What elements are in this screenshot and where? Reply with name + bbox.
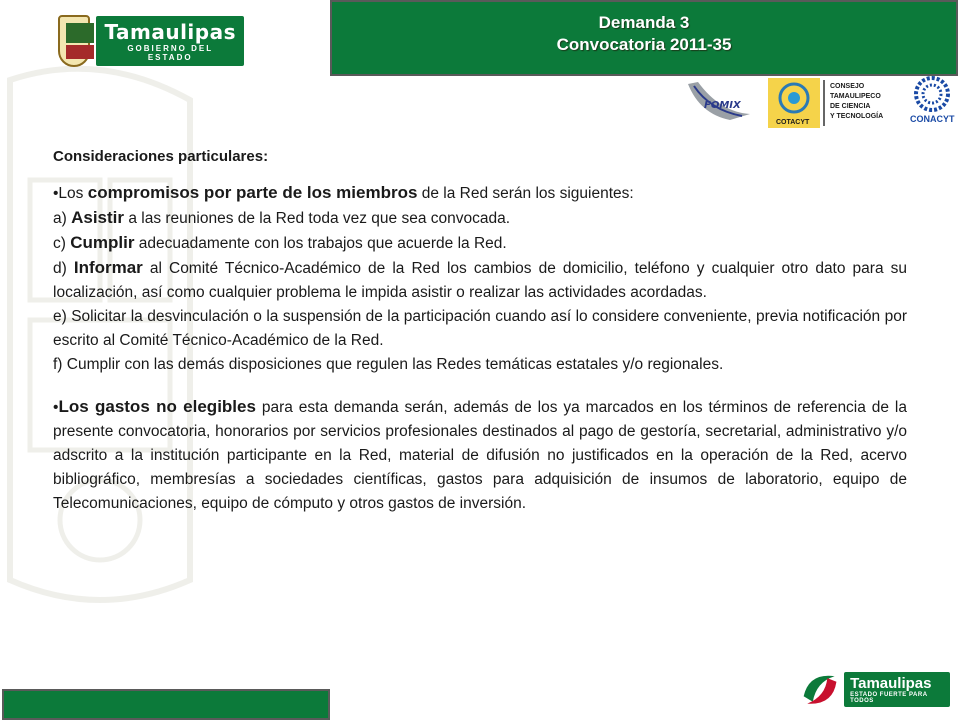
footer-logo-slogan: ESTADO FUERTE PARA TODOS — [850, 691, 928, 704]
item-d-letter: d) — [53, 260, 74, 277]
gastos-text: para esta demanda serán, además de los ya marcados en los términos de referencia de la presente convocatoria, honorarios por servicios profesionales destinados al pago de gestoría, secretarial, administrativo y/o adscrito a la institución participante en la Red, material de difusión no justificados en la operación de la Red, acervo bibliográfico, membresías a sociedades científicas, gastos para adquisición de insumos de laboratorio, equipo de Telecomunicaciones, equipo de cómputo y otros gastos de inversión. — [53, 399, 907, 512]
consejo-line-4: Y TECNOLOGÍA — [830, 113, 884, 120]
coat-of-arms-icon — [58, 15, 90, 67]
compromisos-rest: de la Red serán los siguientes: — [417, 185, 634, 202]
gov-logo-subtitle: GOBIERNO DEL ESTADO — [127, 44, 214, 62]
footer-logo-name: Tamaulipas — [850, 674, 932, 692]
gov-logo-name: Tamaulipas — [104, 20, 236, 44]
section-heading: Consideraciones particulares: — [53, 148, 269, 165]
gastos-bold: Los gastos no elegibles — [58, 397, 256, 416]
item-d-text: al Comité Técnico-Académico de la Red los cambios de domicilio, teléfono y cualquier otro dato para su localización, así como cualquier problema le impida asistir o realizar las actividades acordadas. — [53, 260, 907, 301]
item-f: f) Cumplir con las demás disposiciones que regulen las Redes temáticas estatales y/o regionales. — [53, 356, 724, 373]
cotacyt-text: COTACYT — [776, 119, 810, 126]
item-a — [53, 206, 907, 231]
footer-bar — [2, 689, 330, 720]
header-line-1: Demanda 3 — [598, 13, 690, 32]
item-c-bold: Cumplir — [70, 233, 135, 252]
partner-logos — [680, 74, 955, 130]
item-d — [53, 256, 907, 305]
gov-logo-text — [96, 16, 244, 66]
consejo-text-logo — [830, 83, 883, 120]
footer-logo-text — [844, 672, 950, 707]
tamaulipas-swirl-icon — [800, 667, 840, 711]
item-c-text: adecuadamente con los trabajos que acuerde la Red. — [134, 235, 507, 252]
item-e: e) Solicitar la desvinculación o la suspensión de la participación cuando así lo considere conveniente, previa notificación por escrito al Comité Técnico-Académico de la Red. — [53, 308, 907, 349]
consejo-line-1: CONSEJO — [830, 83, 865, 90]
item-c — [53, 231, 907, 256]
bullet-text: •Los — [53, 185, 88, 202]
slide-content — [53, 148, 907, 516]
tamaulipas-footer-logo — [800, 664, 950, 714]
conacyt-logo — [910, 78, 955, 124]
item-a-letter: a) — [53, 210, 72, 227]
fomix-logo — [688, 82, 750, 120]
item-d-bold: Informar — [73, 258, 143, 277]
item-a-bold: Asistir — [71, 208, 125, 227]
header-line-2: Convocatoria 2011-35 — [556, 35, 732, 54]
item-a-text: a las reuniones de la Red toda vez que sea convocada. — [124, 210, 511, 227]
conacyt-text: CONACYT — [910, 114, 955, 124]
fomix-text: FOMIX — [704, 100, 741, 111]
consejo-line-2: TAMAULIPECO — [830, 93, 881, 100]
consejo-line-3: DE CIENCIA — [830, 103, 871, 110]
item-c-letter: c) — [53, 235, 71, 252]
gobierno-tamaulipas-logo — [58, 12, 244, 70]
compromisos-intro — [53, 181, 907, 206]
compromisos-bold: compromisos por parte de los miembros — [87, 183, 418, 202]
slide-header — [330, 0, 958, 76]
gastos-paragraph — [53, 395, 907, 516]
gastos-bullet: • — [53, 399, 59, 416]
cotacyt-logo — [768, 78, 820, 128]
